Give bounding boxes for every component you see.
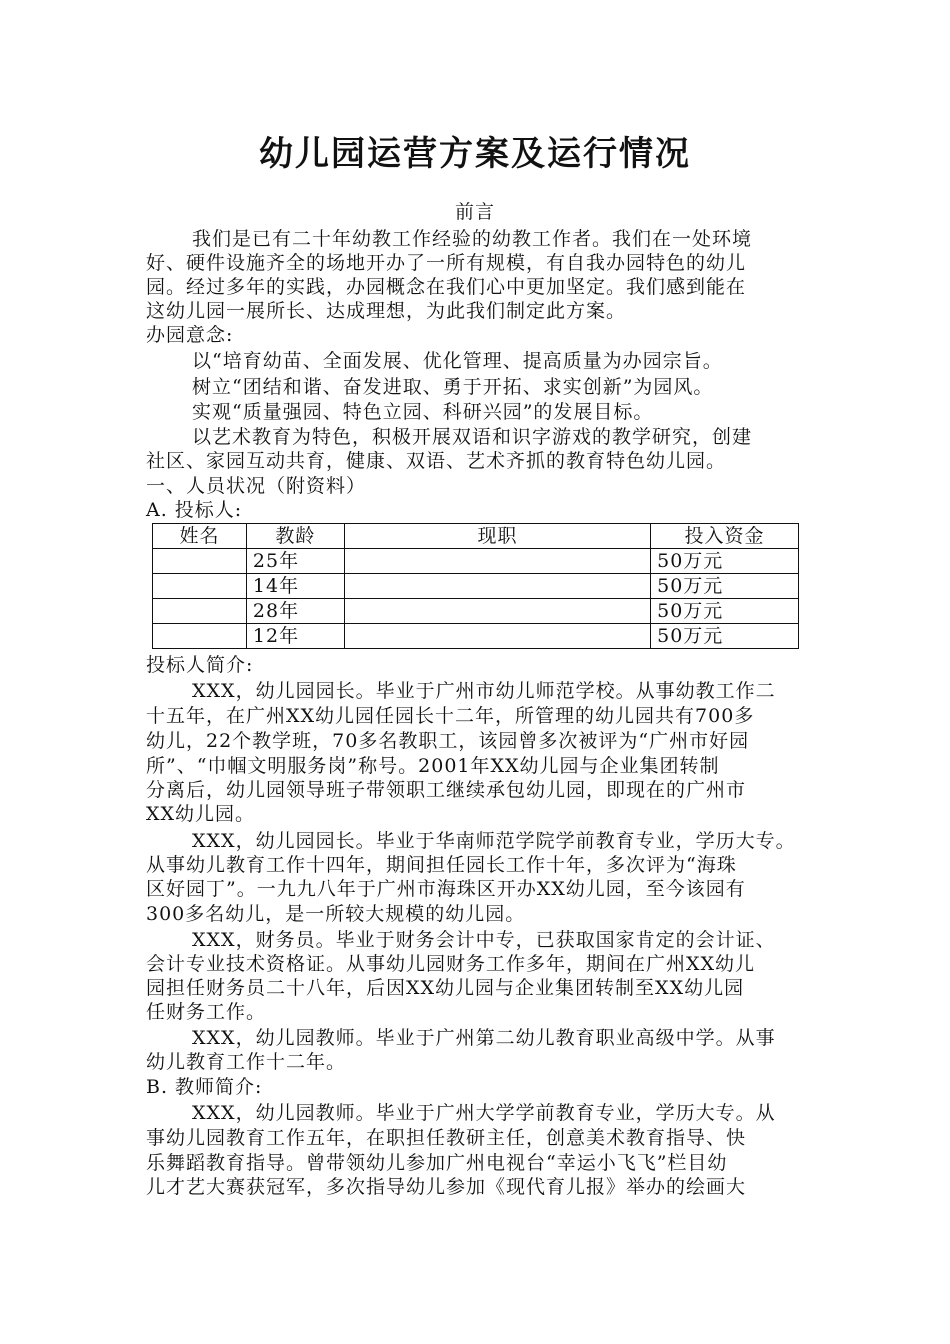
bio-line: XXX，幼儿园园长。毕业于广州市幼儿师范学校。从事幼教工作二	[192, 680, 776, 702]
table-row	[153, 599, 799, 624]
bio-line: 300多名幼儿，是一所较大规模的幼儿园。	[146, 903, 526, 925]
philosophy-heading: 办园意念:	[146, 324, 234, 346]
preface-line: 园。经过多年的实践，办园概念在我们心中更加坚定。我们感到能在	[146, 276, 747, 298]
philosophy-line: 实观“质量强园、特色立园、科研兴园”的发展目标。	[192, 401, 654, 423]
bidder-intro-heading: 投标人简介:	[146, 654, 254, 676]
table-cell: 50万元	[651, 624, 799, 649]
bio-line: 从事幼儿教育工作十四年，期间担任园长工作十年，多次评为“海珠	[146, 854, 737, 876]
bio-line: 十五年，在广州XX幼儿园任园长十二年，所管理的幼儿园共有700多	[146, 705, 755, 727]
bio-line: XX幼儿园。	[146, 803, 256, 825]
preface-heading: 前言	[454, 201, 495, 223]
bio-line: 幼儿，22个教学班，70多名教职工，该园曾多次被评为“广州市好园	[146, 730, 750, 752]
bio-line: 所”、“巾帼文明服务岗”称号。2001年XX幼儿园与企业集团转制	[146, 755, 720, 777]
table-cell: 14年	[246, 574, 344, 599]
table-header-cell: 姓名	[153, 524, 247, 549]
table-cell: 50万元	[651, 574, 799, 599]
bidder-table	[152, 523, 799, 649]
bio-line: 会计专业技术资格证。从事幼儿园财务工作多年，期间在广州XX幼儿	[146, 953, 756, 975]
philosophy-line: 社区、家园互动共育，健康、双语、艺术齐抓的教育特色幼儿园。	[146, 450, 727, 472]
bio-line: XXX，财务员。毕业于财务会计中专，已获取国家肯定的会计证、	[192, 929, 776, 951]
table-cell	[344, 574, 650, 599]
table-row	[153, 549, 799, 574]
table-cell	[153, 574, 247, 599]
bio-line: XXX，幼儿园教师。毕业于广州大学学前教育专业，学历大专。从	[192, 1102, 776, 1124]
section1-heading: 一、人员状况（附资料）	[146, 475, 367, 497]
bio-line: 园担任财务员二十八年，后因XX幼儿园与企业集团转制至XX幼儿园	[146, 977, 745, 999]
philosophy-line: 以艺术教育为特色，积极开展双语和识字游戏的教学研究，创建	[192, 426, 753, 448]
bio-line: 乐舞蹈教育指导。曾带领幼儿参加广州电视台“幸运小飞飞”栏目幼	[146, 1152, 728, 1174]
bio-line: 任财务工作。	[146, 1001, 267, 1023]
preface-line: 我们是已有二十年幼教工作经验的幼教工作者。我们在一处环境	[192, 228, 753, 250]
bio-line: 事幼儿园教育工作五年，在职担任教研主任，创意美术教育指导、快	[146, 1127, 747, 1149]
table-cell: 25年	[246, 549, 344, 574]
subsection-b-heading: B. 教师简介:	[146, 1076, 263, 1098]
table-cell: 12年	[246, 624, 344, 649]
philosophy-line: 树立“团结和谐、奋发进取、勇于开拓、求实创新”为园风。	[192, 376, 714, 398]
table-cell	[153, 624, 247, 649]
bio-line: XXX，幼儿园园长。毕业于华南师范学院学前教育专业，学历大专。	[192, 830, 796, 852]
bio-line: 区好园丁”。一九九八年于广州市海珠区开办XX幼儿园，至今该园有	[146, 878, 746, 900]
table-cell	[344, 599, 650, 624]
table-cell: 50万元	[651, 549, 799, 574]
table-cell: 50万元	[651, 599, 799, 624]
table-header-cell: 现职	[344, 524, 650, 549]
preface-line: 这幼儿园一展所长、达成理想，为此我们制定此方案。	[146, 300, 627, 322]
philosophy-line: 以“培育幼苗、全面发展、优化管理、提高质量为办园宗旨。	[192, 350, 723, 372]
preface-line: 好、硬件设施齐全的场地开办了一所有规模，有自我办园特色的幼儿	[146, 252, 747, 274]
document-title: 幼儿园运营方案及运行情况	[259, 134, 691, 174]
table-row	[153, 624, 799, 649]
subsection-a-heading: A. 投标人:	[146, 499, 243, 521]
table-cell	[153, 599, 247, 624]
bio-line: XXX，幼儿园教师。毕业于广州第二幼儿教育职业高级中学。从事	[192, 1027, 776, 1049]
table-header-cell: 投入资金	[651, 524, 799, 549]
bio-line: 分离后，幼儿园领导班子带领职工继续承包幼儿园，即现在的广州市	[146, 779, 747, 801]
table-cell: 28年	[246, 599, 344, 624]
bio-line: 幼儿教育工作十二年。	[146, 1051, 347, 1073]
table-header-row	[153, 524, 799, 549]
table-cell	[344, 549, 650, 574]
table-cell	[344, 624, 650, 649]
table-cell	[153, 549, 247, 574]
table-row	[153, 574, 799, 599]
bio-line: 儿才艺大赛获冠军，多次指导幼儿参加《现代育儿报》举办的绘画大	[146, 1176, 747, 1198]
table-header-cell: 教龄	[246, 524, 344, 549]
